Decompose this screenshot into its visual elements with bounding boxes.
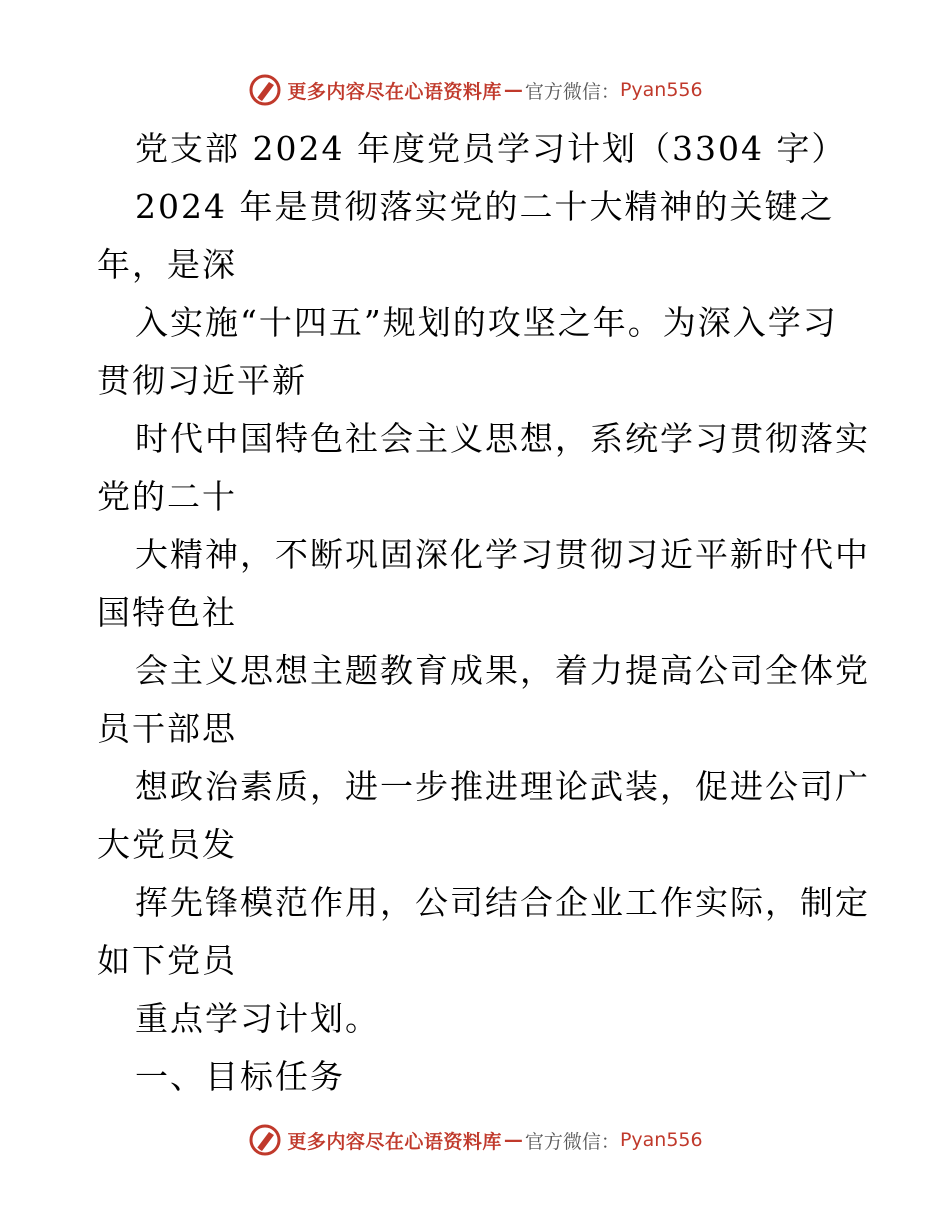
- doc-line: 2024 年是贯彻落实党的二十大精神的关键之: [135, 187, 835, 226]
- pen-circle-logo-icon: [247, 72, 283, 108]
- watermark-id: Pyan556: [619, 79, 703, 101]
- watermark-text: 更多内容尽在心语资料库: [287, 80, 502, 103]
- doc-line: 大精神，不断巩固深化学习贯彻习近平新时代中: [135, 535, 870, 574]
- doc-title: 党支部 2024 年度党员学习计划（3304 字）: [135, 129, 847, 168]
- header-watermark: [0, 68, 950, 112]
- doc-line: 年，是深: [97, 245, 237, 284]
- doc-line: 重点学习计划。: [135, 999, 380, 1038]
- section-heading: 一、目标任务: [135, 1057, 345, 1096]
- doc-line: 党的二十: [97, 477, 237, 516]
- doc-line: 入实施“十四五”规划的攻坚之年。为深入学习: [135, 303, 838, 342]
- doc-line: 会主义思想主题教育成果，着力提高公司全体党: [135, 651, 870, 690]
- doc-line: 员干部思: [97, 709, 237, 748]
- pen-circle-logo-icon: [247, 1122, 283, 1158]
- watermark-id: Pyan556: [619, 1129, 703, 1151]
- footer-watermark: [0, 1118, 950, 1162]
- doc-line: 大党员发: [97, 825, 237, 864]
- doc-line: 挥先锋模范作用，公司结合企业工作实际，制定: [135, 883, 870, 922]
- watermark-channel: 官方微信：: [524, 1130, 620, 1153]
- doc-line: 贯彻习近平新: [97, 361, 307, 400]
- doc-line: 如下党员: [97, 941, 237, 980]
- doc-line: 想政治素质，进一步推进理论武装，促进公司广: [135, 767, 870, 806]
- watermark-text: 更多内容尽在心语资料库: [287, 1130, 502, 1153]
- watermark-channel: 官方微信：: [524, 80, 620, 103]
- document-body: [97, 120, 870, 1106]
- watermark-separator: —: [503, 79, 523, 101]
- doc-line: 时代中国特色社会主义思想，系统学习贯彻落实: [135, 419, 870, 458]
- watermark-separator: —: [503, 1129, 523, 1151]
- doc-line: 国特色社: [97, 593, 237, 632]
